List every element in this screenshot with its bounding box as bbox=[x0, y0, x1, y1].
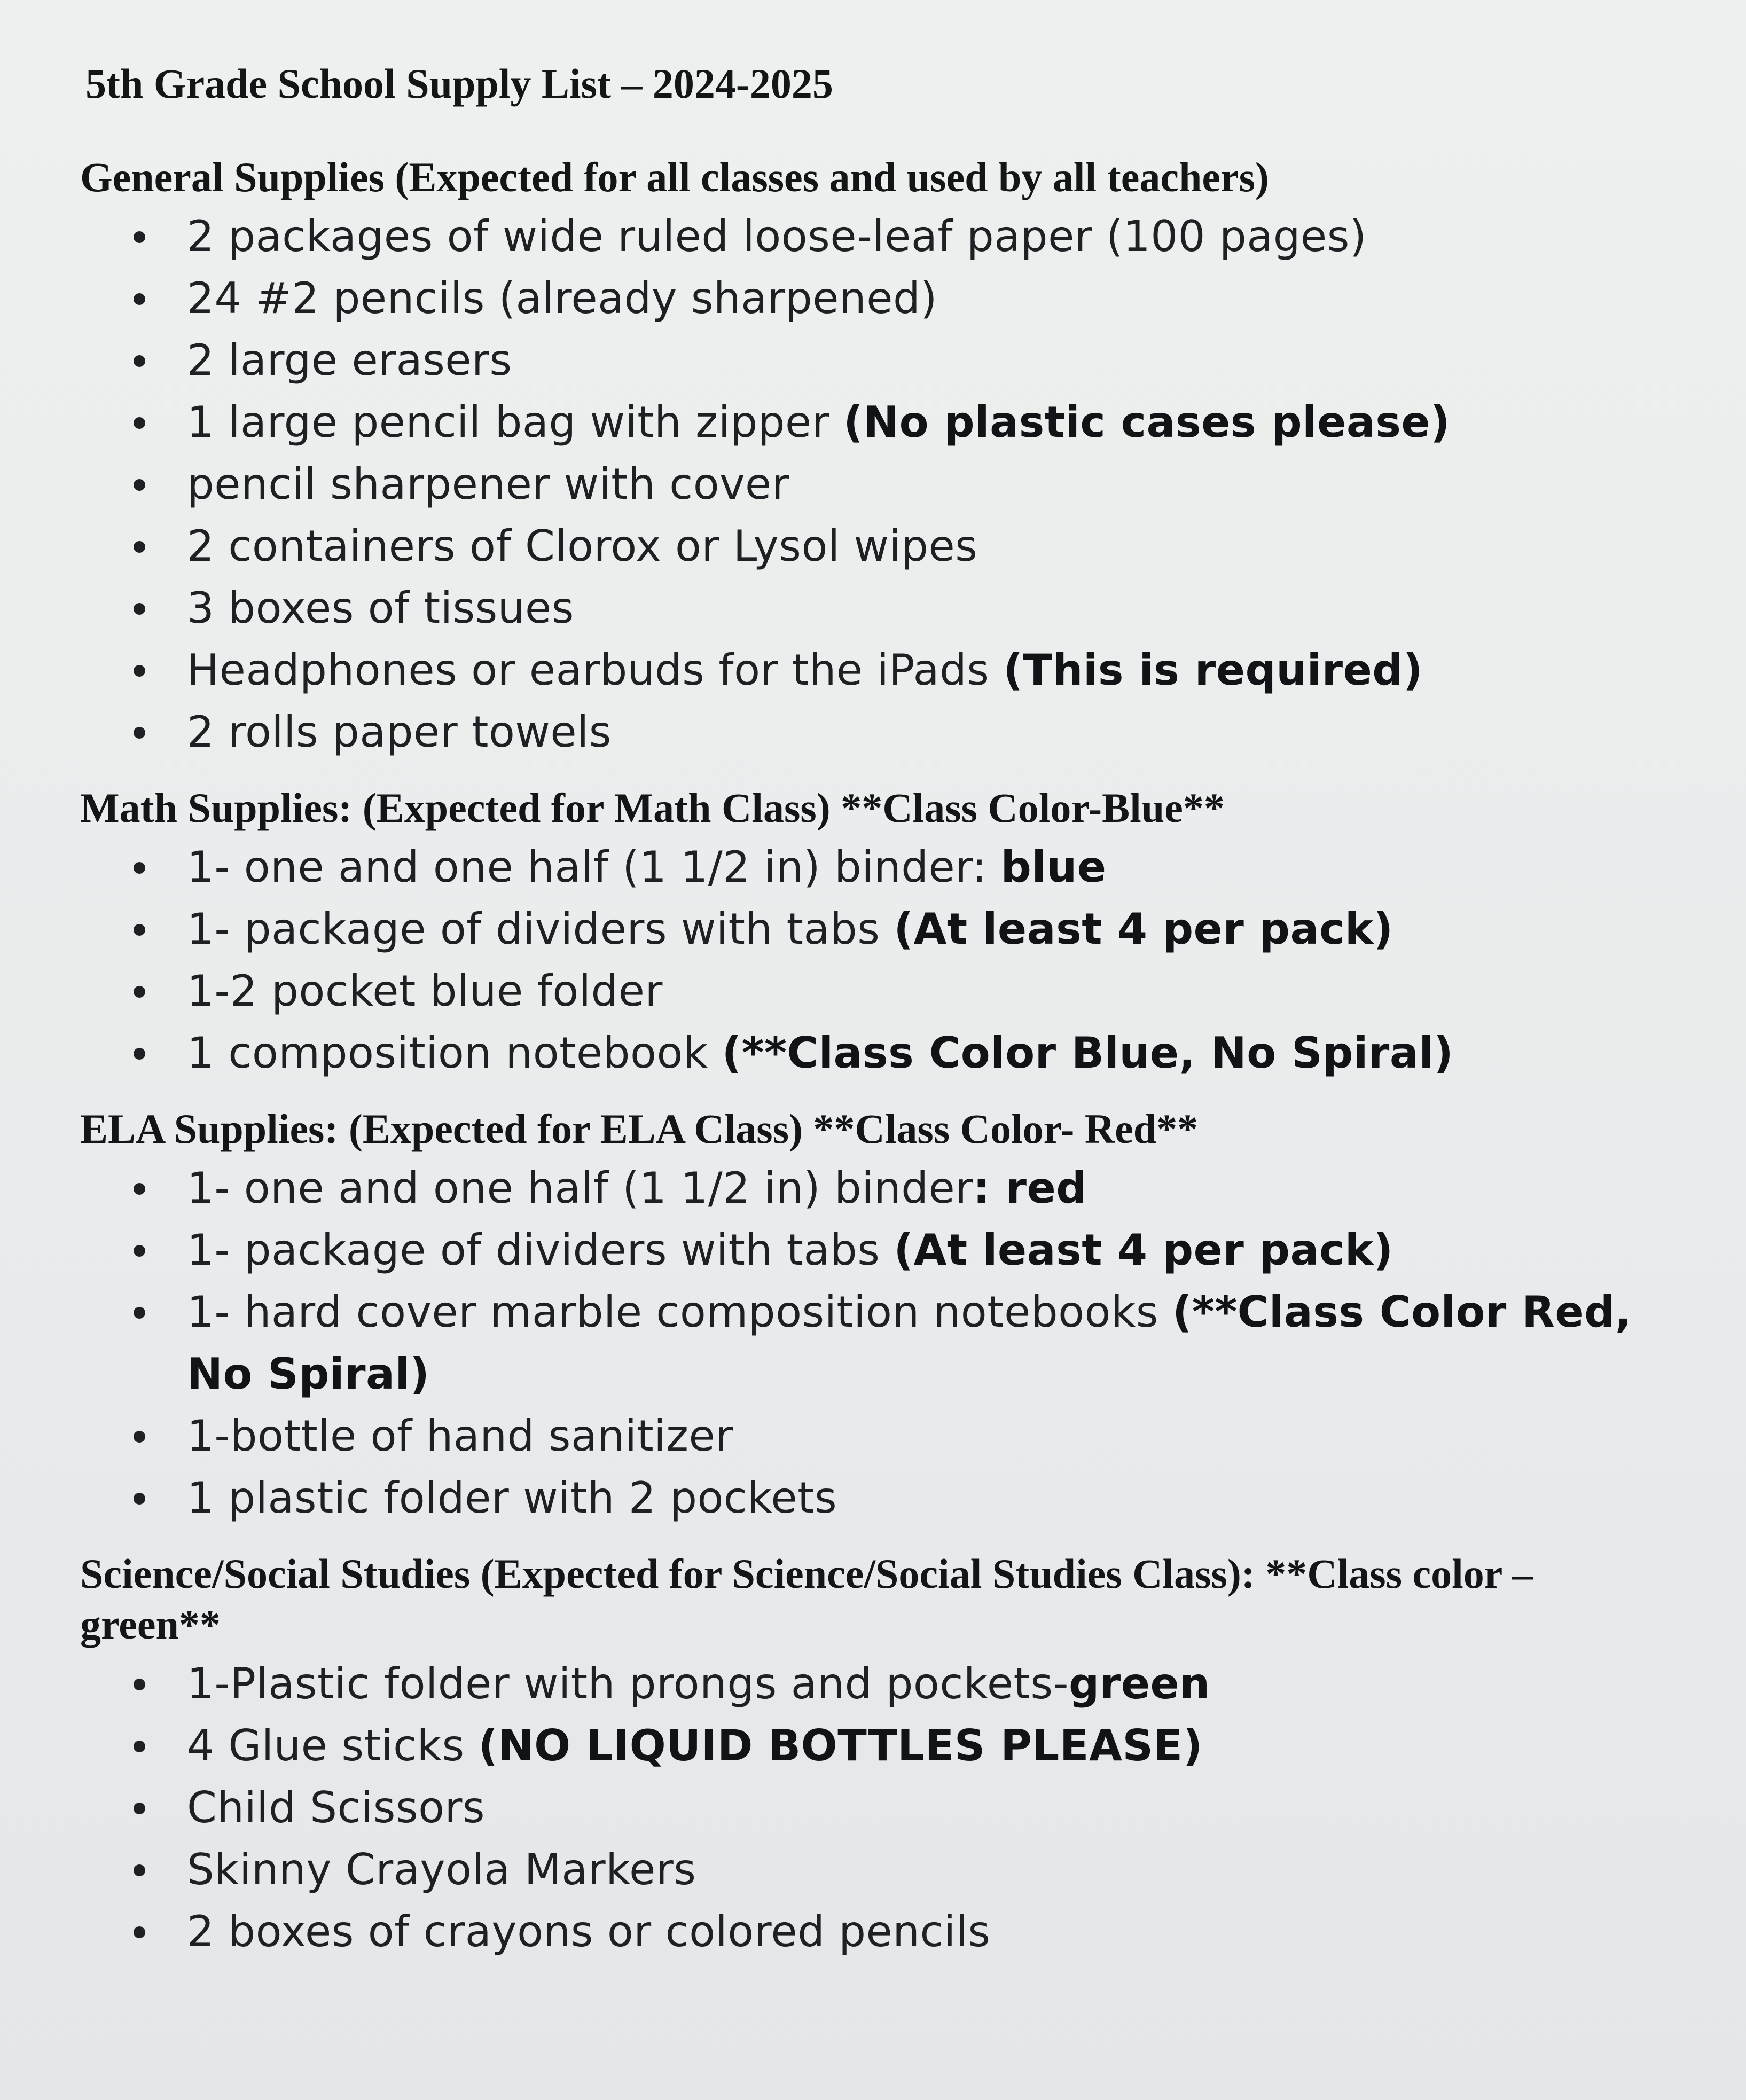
section-ela-supplies bbox=[75, 1103, 1682, 1529]
section-heading: General Supplies (Expected for all classes and used by all teachers) bbox=[80, 153, 1269, 200]
item-emphasis: blue bbox=[1000, 842, 1107, 892]
section-heading: Math Supplies: (Expected for Math Class) **Class Color-Blue** bbox=[80, 784, 1225, 831]
list-item bbox=[187, 515, 1682, 577]
list-item bbox=[187, 701, 1682, 763]
item-text: pencil sharpener with cover bbox=[187, 459, 790, 509]
item-text: 1- hard cover marble composition notebooks bbox=[187, 1287, 1172, 1337]
item-text: 1 plastic folder with 2 pockets bbox=[187, 1473, 837, 1523]
list-item bbox=[187, 960, 1682, 1022]
item-text: 2 boxes of crayons or colored pencils bbox=[187, 1907, 991, 1957]
item-text: 1 composition notebook bbox=[187, 1028, 722, 1078]
item-text: 1-Plastic folder with prongs and pockets- bbox=[187, 1659, 1069, 1709]
item-text: Headphones or earbuds for the iPads bbox=[187, 645, 1004, 695]
item-text: 1- package of dividers with tabs bbox=[187, 1225, 894, 1275]
list-item bbox=[187, 1839, 1682, 1901]
section-math-supplies bbox=[75, 782, 1682, 1084]
list-item bbox=[187, 639, 1682, 701]
supply-list bbox=[75, 1653, 1682, 1963]
supply-list bbox=[75, 1157, 1682, 1529]
item-text: 1- one and one half (1 1/2 in) binder: bbox=[187, 842, 1001, 892]
section-science-social-studies-supplies bbox=[75, 1548, 1682, 1963]
list-item bbox=[187, 1281, 1682, 1405]
list-item bbox=[187, 1405, 1682, 1467]
item-text: 1-bottle of hand sanitizer bbox=[187, 1411, 733, 1461]
section-general-supplies bbox=[75, 152, 1682, 763]
item-text: 4 Glue sticks bbox=[187, 1721, 479, 1771]
item-text: 1- package of dividers with tabs bbox=[187, 904, 894, 954]
list-item bbox=[187, 898, 1682, 960]
list-item bbox=[187, 1777, 1682, 1839]
list-item bbox=[187, 1157, 1682, 1219]
item-text: Skinny Crayola Markers bbox=[187, 1845, 696, 1895]
section-heading: ELA Supplies: (Expected for ELA Class) **Class Color- Red** bbox=[80, 1105, 1199, 1152]
item-emphasis: green bbox=[1068, 1659, 1210, 1709]
list-item bbox=[187, 330, 1682, 391]
item-emphasis: (This is required) bbox=[1003, 645, 1423, 695]
supply-list bbox=[75, 206, 1682, 763]
list-item bbox=[187, 1022, 1682, 1084]
item-text: 1- one and one half (1 1/2 in) binder bbox=[187, 1163, 973, 1213]
item-emphasis: (**Class Color Blue, No Spiral) bbox=[722, 1028, 1454, 1078]
list-item bbox=[187, 206, 1682, 268]
item-text: 24 #2 pencils (already sharpened) bbox=[187, 273, 937, 323]
item-text: 2 rolls paper towels bbox=[187, 707, 612, 757]
item-emphasis: (At least 4 per pack) bbox=[894, 904, 1393, 954]
list-item bbox=[187, 1467, 1682, 1529]
item-emphasis: : red bbox=[973, 1163, 1087, 1213]
list-item bbox=[187, 1901, 1682, 1963]
section-heading: Science/Social Studies (Expected for Science/Social Studies Class): **Class color – green** bbox=[80, 1550, 1533, 1648]
item-text: 2 packages of wide ruled loose-leaf paper (100 pages) bbox=[187, 211, 1367, 261]
supply-list bbox=[75, 836, 1682, 1084]
document-title: 5th Grade School Supply List – 2024-2025 bbox=[85, 60, 833, 107]
list-item bbox=[187, 268, 1682, 330]
item-text: Child Scissors bbox=[187, 1783, 486, 1833]
item-text: 1 large pencil bag with zipper bbox=[187, 397, 844, 447]
list-item bbox=[187, 453, 1682, 515]
item-text: 1-2 pocket blue folder bbox=[187, 966, 663, 1016]
list-item bbox=[187, 1653, 1682, 1715]
item-emphasis: (NO LIQUID BOTTLES PLEASE) bbox=[478, 1721, 1203, 1771]
list-item bbox=[187, 577, 1682, 639]
item-text: 2 large erasers bbox=[187, 335, 512, 385]
list-item bbox=[187, 1715, 1682, 1777]
list-item bbox=[187, 391, 1682, 453]
list-item bbox=[187, 1219, 1682, 1281]
list-item bbox=[187, 836, 1682, 898]
item-text: 3 boxes of tissues bbox=[187, 583, 574, 633]
item-text: 2 containers of Clorox or Lysol wipes bbox=[187, 521, 978, 571]
item-emphasis: (**Class Color Red, No Spiral) bbox=[187, 1287, 1632, 1399]
item-emphasis: (No plastic cases please) bbox=[843, 397, 1451, 447]
item-emphasis: (At least 4 per pack) bbox=[894, 1225, 1393, 1275]
